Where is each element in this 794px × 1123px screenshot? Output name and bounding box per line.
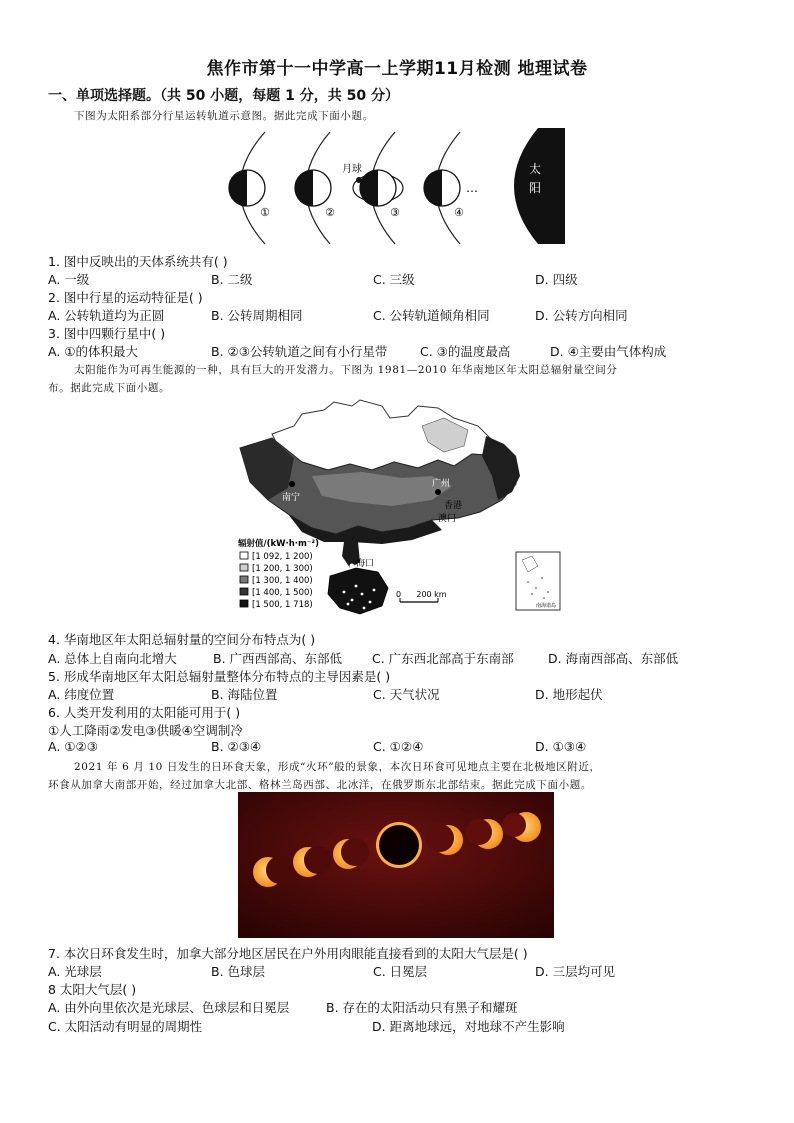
question-4-stem: 4. 华南地区年太阳总辐射量的空间分布特点为( ): [48, 632, 316, 647]
q6-option-a[interactable]: A. ①②③: [48, 739, 98, 754]
q2-option-d[interactable]: D. 公转方向相同: [535, 308, 628, 323]
legend-item-4: [1 400, 1 500): [252, 588, 313, 598]
question-3-stem: 3. 图中四颗行星中( ): [48, 326, 166, 341]
city-label-haikou: 海口: [356, 559, 375, 569]
moon-icon: [356, 177, 362, 183]
question-2-stem: 2. 图中行星的运动特征是( ): [48, 290, 203, 305]
intro-text-1: 下图为太阳系部分行星运转轨道示意图。据此完成下面小题。: [74, 110, 374, 122]
legend-item-3: [1 300, 1 400): [252, 576, 313, 586]
q6-sub-statements: ①人工降雨②发电③供暖④空调制冷: [48, 723, 243, 738]
haikou-dot: [350, 564, 355, 569]
q5-option-a[interactable]: A. 纬度位置: [48, 687, 115, 702]
q8-option-d[interactable]: D. 距离地球远，对地球不产生影响: [372, 1019, 565, 1034]
planet-label-3: ③: [390, 206, 400, 219]
q3-option-b[interactable]: B. ②③公转轨道之间有小行星带: [211, 344, 388, 359]
legend-item-5: [1 500, 1 718): [252, 600, 313, 610]
radiation-map: [232, 396, 564, 616]
q6-option-d[interactable]: D. ①③④: [535, 739, 587, 754]
page-title: 焦作市第十一中学高一上学期11月检测 地理试卷: [206, 59, 588, 79]
city-label-guangzhou: 广州: [432, 479, 451, 489]
section-heading: 一、单项选择题。（共 50 小题，每题 1 分，共 50 分）: [48, 88, 399, 104]
q4-option-b[interactable]: B. 广西西部高、东部低: [213, 651, 343, 666]
guangzhou-dot: [435, 489, 441, 495]
eclipse-photo: [238, 792, 554, 938]
q7-option-b[interactable]: B. 色球层: [211, 964, 266, 979]
moon-label: 月球: [342, 164, 362, 175]
planet-2-icon: [295, 170, 331, 206]
planet-4-icon: [424, 170, 460, 206]
intro-text-3-line1: 2021 年 6 月 10 日发生的日环食天象，形成“火环”般的景象，本次日环食可见地点主要在北极地区附近，: [74, 761, 601, 773]
q2-option-c[interactable]: C. 公转轨道倾角相同: [373, 308, 490, 323]
planet-3-icon: [353, 170, 403, 206]
city-label-macao: 澳门: [438, 514, 457, 524]
q1-option-d[interactable]: D. 四级: [535, 272, 578, 287]
question-6-stem: 6. 人类开发利用的太阳能可用于( ): [48, 705, 241, 720]
q5-option-d[interactable]: D. 地形起伏: [535, 687, 603, 702]
q3-option-a[interactable]: A. ①的体积最大: [48, 344, 138, 359]
q8-option-b[interactable]: B. 存在的太阳活动只有黑子和耀斑: [326, 1000, 518, 1015]
q7-option-c[interactable]: C. 日冕层: [373, 964, 428, 979]
legend-swatch-2: [240, 564, 248, 571]
sun-label-2: 阳: [529, 181, 542, 195]
orbit-diagram: [220, 128, 572, 248]
q1-option-c[interactable]: C. 三级: [373, 272, 415, 287]
nanning-dot: [289, 481, 295, 487]
q8-option-c[interactable]: C. 太阳活动有明显的周期性: [48, 1019, 203, 1034]
question-7-stem: 7. 本次日环食发生时，加拿大部分地区居民在户外用肉眼能直接看到的太阳大气层是( ): [48, 946, 528, 961]
question-1-stem: 1. 图中反映出的天体系统共有( ): [48, 254, 228, 269]
intro-text-3-line2: 环食从加拿大南部开始，经过加拿大北部、格林兰岛西部、北冰洋，在俄罗斯东北部结束。据此完成下面小题。: [48, 779, 592, 791]
q3-option-c[interactable]: C. ③的温度最高: [420, 344, 511, 359]
sun-label-1: 太: [529, 162, 542, 176]
q7-option-d[interactable]: D. 三层均可见: [535, 964, 616, 979]
city-label-hongkong: 香港: [444, 501, 463, 511]
q6-option-c[interactable]: C. ①②④: [373, 739, 424, 754]
q4-option-a[interactable]: A. 总体上自南向北增大: [48, 651, 177, 666]
q4-option-d[interactable]: D. 海南西部高、东部低: [548, 651, 679, 666]
legend-swatch-3: [240, 576, 248, 583]
q1-option-a[interactable]: A. 一级: [48, 272, 90, 287]
inset-label: 南海诸岛: [536, 603, 557, 609]
q2-option-b[interactable]: B. 公转周期相同: [211, 308, 303, 323]
ellipsis-label: …: [466, 181, 478, 195]
scale-label: 0 200 km: [396, 590, 447, 599]
q3-option-d[interactable]: D. ④主要由气体构成: [550, 344, 667, 359]
q7-option-a[interactable]: A. 光球层: [48, 964, 102, 979]
legend-swatch-4: [240, 588, 248, 595]
question-8-stem: 8 太阳大气层( ): [48, 982, 137, 997]
city-label-nanning: 南宁: [282, 493, 301, 503]
q8-option-a[interactable]: A. 由外向里依次是光球层、色球层和日冕层: [48, 1000, 290, 1015]
legend-title: 辐射值/(kW·h·m⁻²): [238, 539, 319, 549]
question-5-stem: 5. 形成华南地区年太阳总辐射量整体分布特点的主导因素是( ): [48, 669, 391, 684]
q6-option-b[interactable]: B. ②③④: [211, 739, 262, 754]
q5-option-b[interactable]: B. 海陆位置: [211, 687, 278, 702]
legend-item-1: [1 092, 1 200): [252, 552, 313, 562]
q4-option-c[interactable]: C. 广东西北部高于东南部: [372, 651, 514, 666]
intro-text-2-line1: 太阳能作为可再生能源的一种，具有巨大的开发潜力。下图为 1981—2010 年华南地区年太阳总辐射量空间分: [74, 364, 618, 376]
planet-label-2: ②: [325, 206, 335, 219]
q5-option-c[interactable]: C. 天气状况: [373, 687, 440, 702]
eclipse-phase-annular: [376, 822, 422, 868]
planet-label-4: ④: [454, 206, 464, 219]
planet-label-1: ①: [260, 206, 270, 219]
planet-1-icon: [229, 170, 265, 206]
q1-option-b[interactable]: B. 二级: [211, 272, 253, 287]
legend-swatch-5: [240, 600, 248, 607]
q2-option-a[interactable]: A. 公转轨道均为正圆: [48, 308, 165, 323]
intro-text-2-line2: 布。据此完成下面小题。: [48, 382, 171, 394]
legend-swatch-1: [240, 552, 248, 559]
legend-item-2: [1 200, 1 300): [252, 564, 313, 574]
